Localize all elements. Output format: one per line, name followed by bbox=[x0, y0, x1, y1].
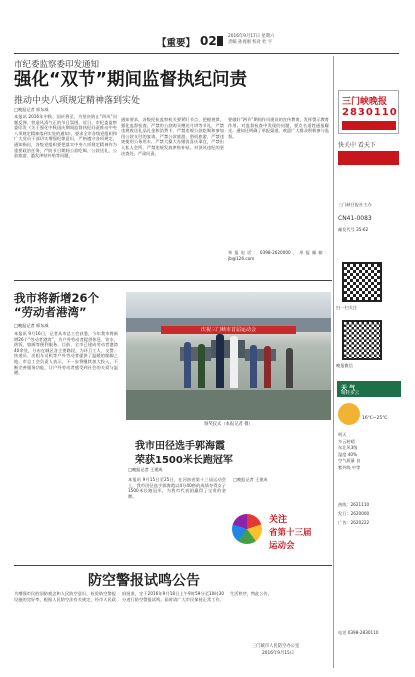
badge-title: 省第十三届 bbox=[269, 528, 312, 538]
athlete-figure-6 bbox=[264, 346, 271, 388]
weather-line: 东北风3级 bbox=[338, 445, 358, 450]
athlete-figure-7 bbox=[286, 348, 293, 388]
weather-sub: 晴转多云 bbox=[341, 391, 359, 396]
sports-body: 本报讯 9月15日至25日，在河南省第十三届运动会上，我市田径选手郭海霞以4分40秒的成绩夺得女子1500米长跑冠军，为我市代表团赢得了宝贵的金牌。 bbox=[128, 477, 226, 499]
date-line: 2016年9月17日 星期六 bbox=[228, 34, 275, 39]
page-number: 02 bbox=[200, 34, 217, 48]
masthead-box bbox=[338, 90, 399, 134]
masthead-stripe bbox=[342, 121, 396, 130]
contact-line: 热线：2621110 bbox=[338, 502, 370, 507]
badge-focus: 关注 bbox=[269, 515, 288, 525]
notice-headline: 防空警报试鸣公告 bbox=[88, 573, 200, 589]
masthead-serial: 2830110 bbox=[342, 107, 398, 118]
sports-headline: 我市田径选手郭海霞 bbox=[135, 441, 225, 452]
lead-bottom-rule bbox=[14, 280, 332, 281]
editors-line: 责编 孙再刚 校对 杜 宇 bbox=[228, 40, 273, 45]
lead-report-contact: 举报电话：0398-2620000，举报邮箱：jb@126.com bbox=[228, 250, 329, 261]
games-logo-icon bbox=[232, 514, 262, 544]
weather-details bbox=[338, 432, 398, 471]
weather-box bbox=[337, 381, 401, 397]
lead-column-3: 要做好“两节”期间作风建设的宣传教育，发挥警示教育作用。对监督检查中发现的问题，要点名道姓通报曝光。通知还明确了举报渠道，欢迎广大群众积极参与监督。 bbox=[228, 117, 329, 139]
badge-subtitle: 运动会 bbox=[269, 541, 295, 551]
photo-ground bbox=[126, 390, 331, 420]
header-rule bbox=[14, 53, 399, 54]
header-bar bbox=[217, 36, 223, 46]
worker-headline-line2: “劳动者港湾” bbox=[14, 305, 87, 319]
sidebar-tagline: 快关中 看天下 bbox=[338, 142, 376, 149]
sidebar-publisher: 三门峡日报社主办 bbox=[338, 202, 372, 207]
qr-code-icon-2 bbox=[342, 320, 382, 360]
section-label: 【重要】 bbox=[157, 38, 196, 49]
masthead-title: 三门峡晚报 bbox=[342, 97, 388, 107]
qr-label: 扫一扫关注 bbox=[336, 305, 357, 310]
notice-date: 2016年9月15日 bbox=[262, 651, 295, 656]
lead-byline: □晚报记者 邢东威 bbox=[14, 107, 49, 112]
sidebar-phone: 电话 0398-2830110 bbox=[338, 630, 379, 635]
sidebar-red-block bbox=[338, 151, 399, 165]
weather-temp: 16℃~25℃ bbox=[362, 416, 388, 421]
weather-line: 空气质量 良 bbox=[338, 458, 361, 463]
lead-headline: 强化“双节”期间监督执纪问责 bbox=[14, 70, 248, 90]
sidebar-divider bbox=[333, 56, 334, 668]
contact-line: 广告：2620222 bbox=[338, 520, 370, 525]
notice-body: 为增强市民的国防观念和人民防空意识，检验防空警报设施的完好率，根据人民防空法有关规定，经市人民政府批准，定于2016年9月18日上午9时59分至10时30分进行防空警报试鸣。届时请广大市民保持正常工作、生活秩序，特此公告。 bbox=[14, 591, 272, 602]
worker-headline: 我市将新增26个 bbox=[14, 291, 100, 305]
weather-line: 湿度 40% bbox=[338, 451, 358, 457]
lead-column-1: 本报讯 2016年中秋、国庆将至，为坚决防止“四风”问题反弹，营造风清气正的节日氛围，近日，市纪委监察委印发《关于强化中秋国庆期间监督执纪问责推动中央八项规定精神落到实处的通知》，要求全市各级党组织和广大党员干部切实增强纪律意识，严格遵守各项规定。通知指出，各级党组织要把落实中央八项规定精神作为重要政治任务，严防节日期间公款吃喝、公款送礼、公款旅游、滥发津贴补贴等问题。 bbox=[14, 114, 117, 159]
athlete-figure-5 bbox=[250, 345, 257, 388]
sidebar-cn: CN41-0083 bbox=[338, 215, 372, 222]
sports-side-text: □晚报记者 王建成 bbox=[233, 477, 268, 482]
lead-column-2: 通知要求，各级纪检监察机关要紧盯节点、把握规律，强化监督检查。严禁用公款购买赠送月饼等节礼，严禁违规收送礼品礼金和消费卡，严禁违规公款吃喝和参加用公款支付的宴请，严禁公款旅游、借机旅游，严禁违规使用公务用车，严禁大操大办婚丧喜庆事宜，严禁出入私人会所，严禁违规发放津贴补贴。对顶风违纪的坚决查处，严肃问责。 bbox=[121, 117, 224, 156]
contact-line: 发行：2620000 bbox=[338, 511, 370, 516]
photo-caption: 颁奖仪式（本报记者 摄） bbox=[204, 422, 253, 427]
weather-line: 紫外线 中等 bbox=[338, 464, 361, 470]
lead-subheadline: 推动中央八项规定精神落到实处 bbox=[14, 96, 141, 106]
athlete-figure-3 bbox=[216, 334, 224, 388]
weather-title: 天 气 bbox=[341, 385, 356, 392]
sun-icon bbox=[338, 403, 360, 425]
games-badge bbox=[232, 510, 331, 558]
athlete-figure-2 bbox=[198, 344, 205, 388]
athlete-figure-4 bbox=[230, 336, 238, 388]
qr-label-2: 晚报微信 bbox=[336, 363, 353, 368]
qr-code-icon bbox=[342, 262, 382, 302]
worker-body: 本报讯 9月16日，记者从市总工会获悉，今年我市将新增26个“劳动者港湾”，为户外劳动者提供休息、饮水、热饭、如厕等便利服务。目前，全市已建成劳动者港湾40余处，分布在城区各主要路段，为环卫工人、交警、快递员、出租车司机等户外劳动者提供了温暖的歇脚之地。市总工会负责人表示，下一步将继续加大投入，不断完善服务功能，让户外劳动者感受到社会的关爱与温暖。 bbox=[14, 331, 118, 376]
lead-kicker: 市纪委监察委印发通知 bbox=[14, 60, 100, 70]
weather-line: 明天 bbox=[338, 432, 347, 437]
award-photo bbox=[126, 292, 331, 420]
weather-line: 多云转晴 bbox=[338, 438, 355, 444]
photo-banner: 庆祝三门峡市首届运动会 bbox=[161, 326, 296, 334]
sidebar-issue: 邮发代号 35-62 bbox=[338, 227, 369, 232]
athlete-figure-1 bbox=[184, 342, 191, 388]
contact-list bbox=[338, 500, 398, 527]
bottom-rule bbox=[14, 565, 332, 566]
notice-signature: 三门峡市人民防空办公室 bbox=[252, 644, 300, 649]
worker-byline: □晚报记者 邢东威 bbox=[14, 323, 49, 328]
sports-byline: □晚报记者 王建成 bbox=[128, 467, 163, 472]
sports-headline-line2: 荣获1500米长跑冠军 bbox=[135, 455, 233, 466]
